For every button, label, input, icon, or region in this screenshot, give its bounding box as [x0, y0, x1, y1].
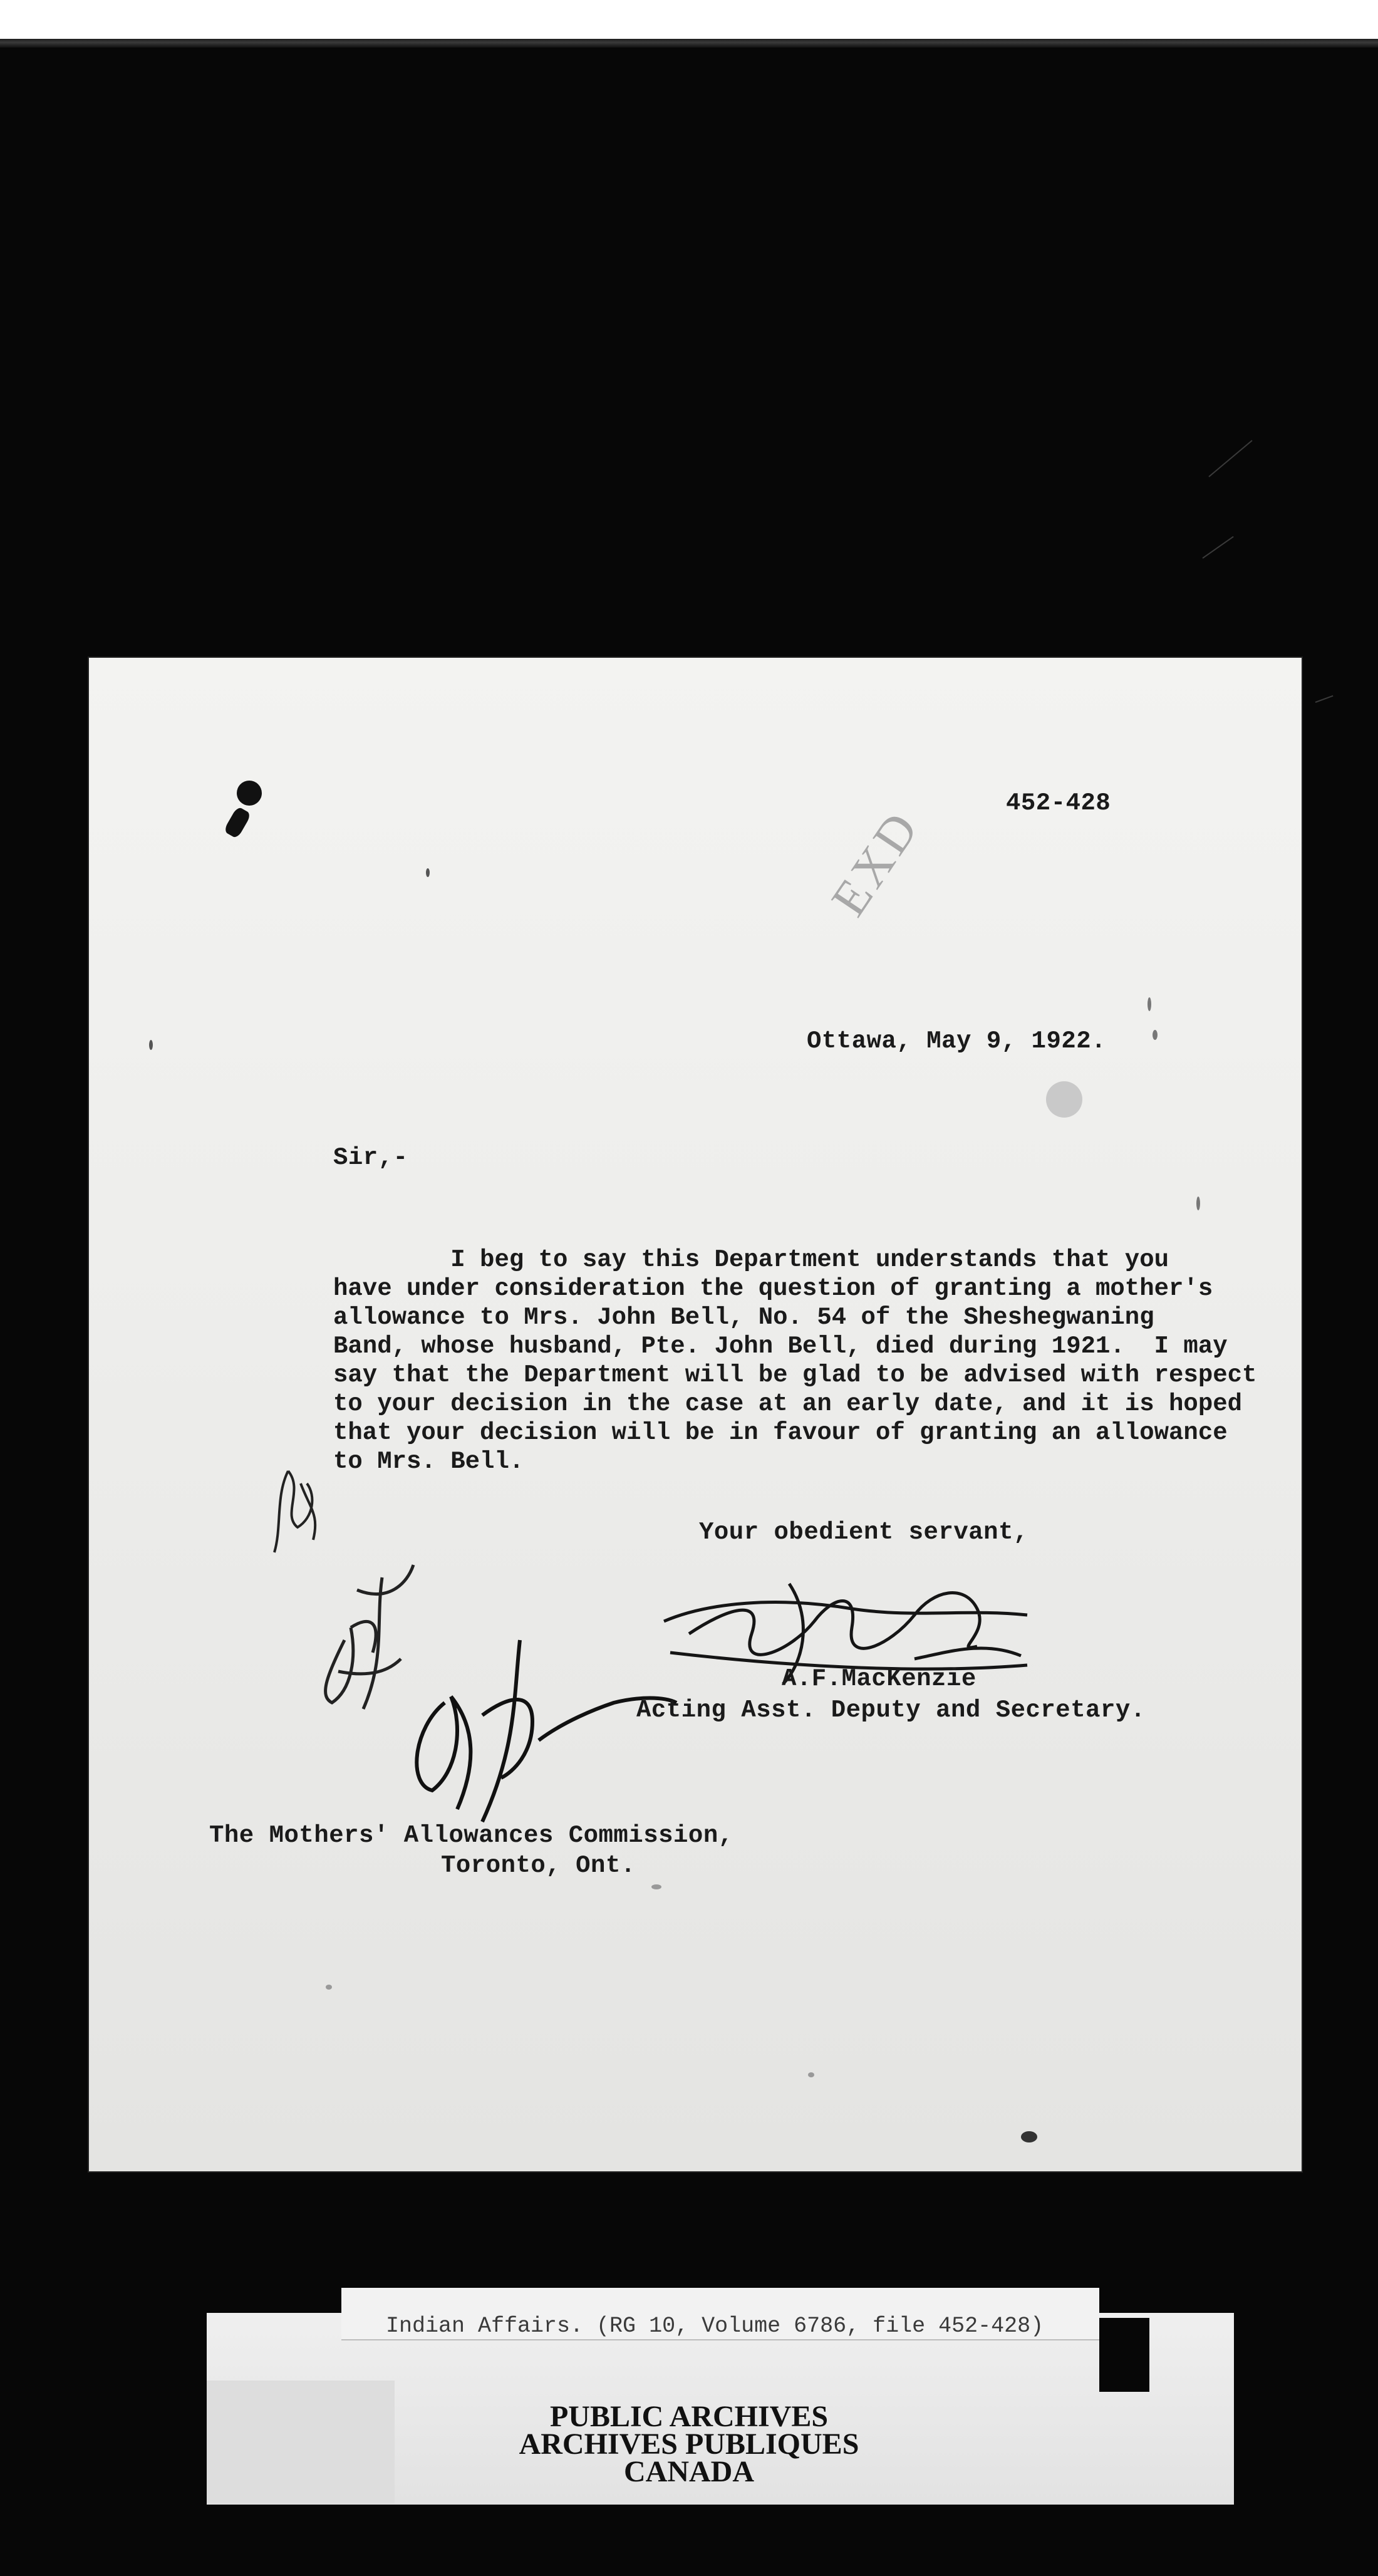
film-scratch	[1208, 440, 1252, 477]
stain-mark	[1046, 1081, 1082, 1118]
stain-mark	[426, 868, 430, 877]
archive-line-canada: CANADA	[624, 2455, 754, 2488]
punch-hole-mark	[237, 781, 262, 806]
film-scratch	[1315, 695, 1334, 703]
file-number: 452-428	[1006, 789, 1111, 817]
stain-mark	[1196, 1197, 1200, 1210]
body-line: say that the Department will be glad to be advised with respect	[333, 1361, 1257, 1389]
body-line: that your decision will be in favour of granting an allowance	[333, 1419, 1228, 1446]
stain-mark	[1147, 997, 1151, 1011]
stain-mark	[1153, 1030, 1158, 1040]
body-line: I beg to say this Department understands that you	[333, 1246, 1169, 1274]
film-top-edge	[0, 39, 1378, 48]
addressee-line-2: Toronto, Ont.	[441, 1852, 636, 1879]
received-stamp: EXD	[821, 800, 931, 926]
body-line: to your decision in the case at an early date, and it is hoped	[333, 1390, 1243, 1418]
archive-label-notch	[1099, 2318, 1149, 2392]
stain-mark	[149, 1040, 153, 1050]
body-line: to Mrs. Bell.	[333, 1448, 524, 1475]
body-line: allowance to Mrs. John Bell, No. 54 of the Sheshegwaning	[333, 1304, 1154, 1331]
film-scratch	[1202, 536, 1233, 559]
letter-body	[333, 1245, 1310, 1476]
stain-mark	[808, 2072, 814, 2077]
stain-mark	[651, 1884, 661, 1889]
addressee-line-1: The Mothers' Allowances Commission,	[209, 1822, 733, 1849]
stain-mark	[1021, 2131, 1037, 2142]
closing: Your obedient servant,	[699, 1519, 1028, 1546]
archive-line-public: PUBLIC ARCHIVES	[549, 2400, 829, 2433]
body-line: have under consideration the question of granting a mother's	[333, 1275, 1213, 1302]
signer-title: Acting Asst. Deputy and Secretary.	[636, 1696, 1146, 1724]
archive-line-publiques: ARCHIVES PUBLIQUES	[519, 2428, 859, 2461]
archive-caption: Indian Affairs. (RG 10, Volume 6786, file 452-428)	[386, 2314, 1044, 2339]
stain-mark	[326, 1985, 332, 1990]
letter-page	[88, 657, 1303, 2173]
signer-name: A.F.MacKenzie	[782, 1665, 977, 1693]
date-line: Ottawa, May 9, 1922.	[807, 1027, 1107, 1055]
handwritten-initials	[388, 1621, 683, 1834]
film-top-strip	[0, 0, 1378, 39]
body-line: Band, whose husband, Pte. John Bell, died during 1921. I may	[333, 1332, 1228, 1360]
salutation: Sir,-	[333, 1144, 408, 1171]
punch-hole-mark	[223, 806, 252, 839]
